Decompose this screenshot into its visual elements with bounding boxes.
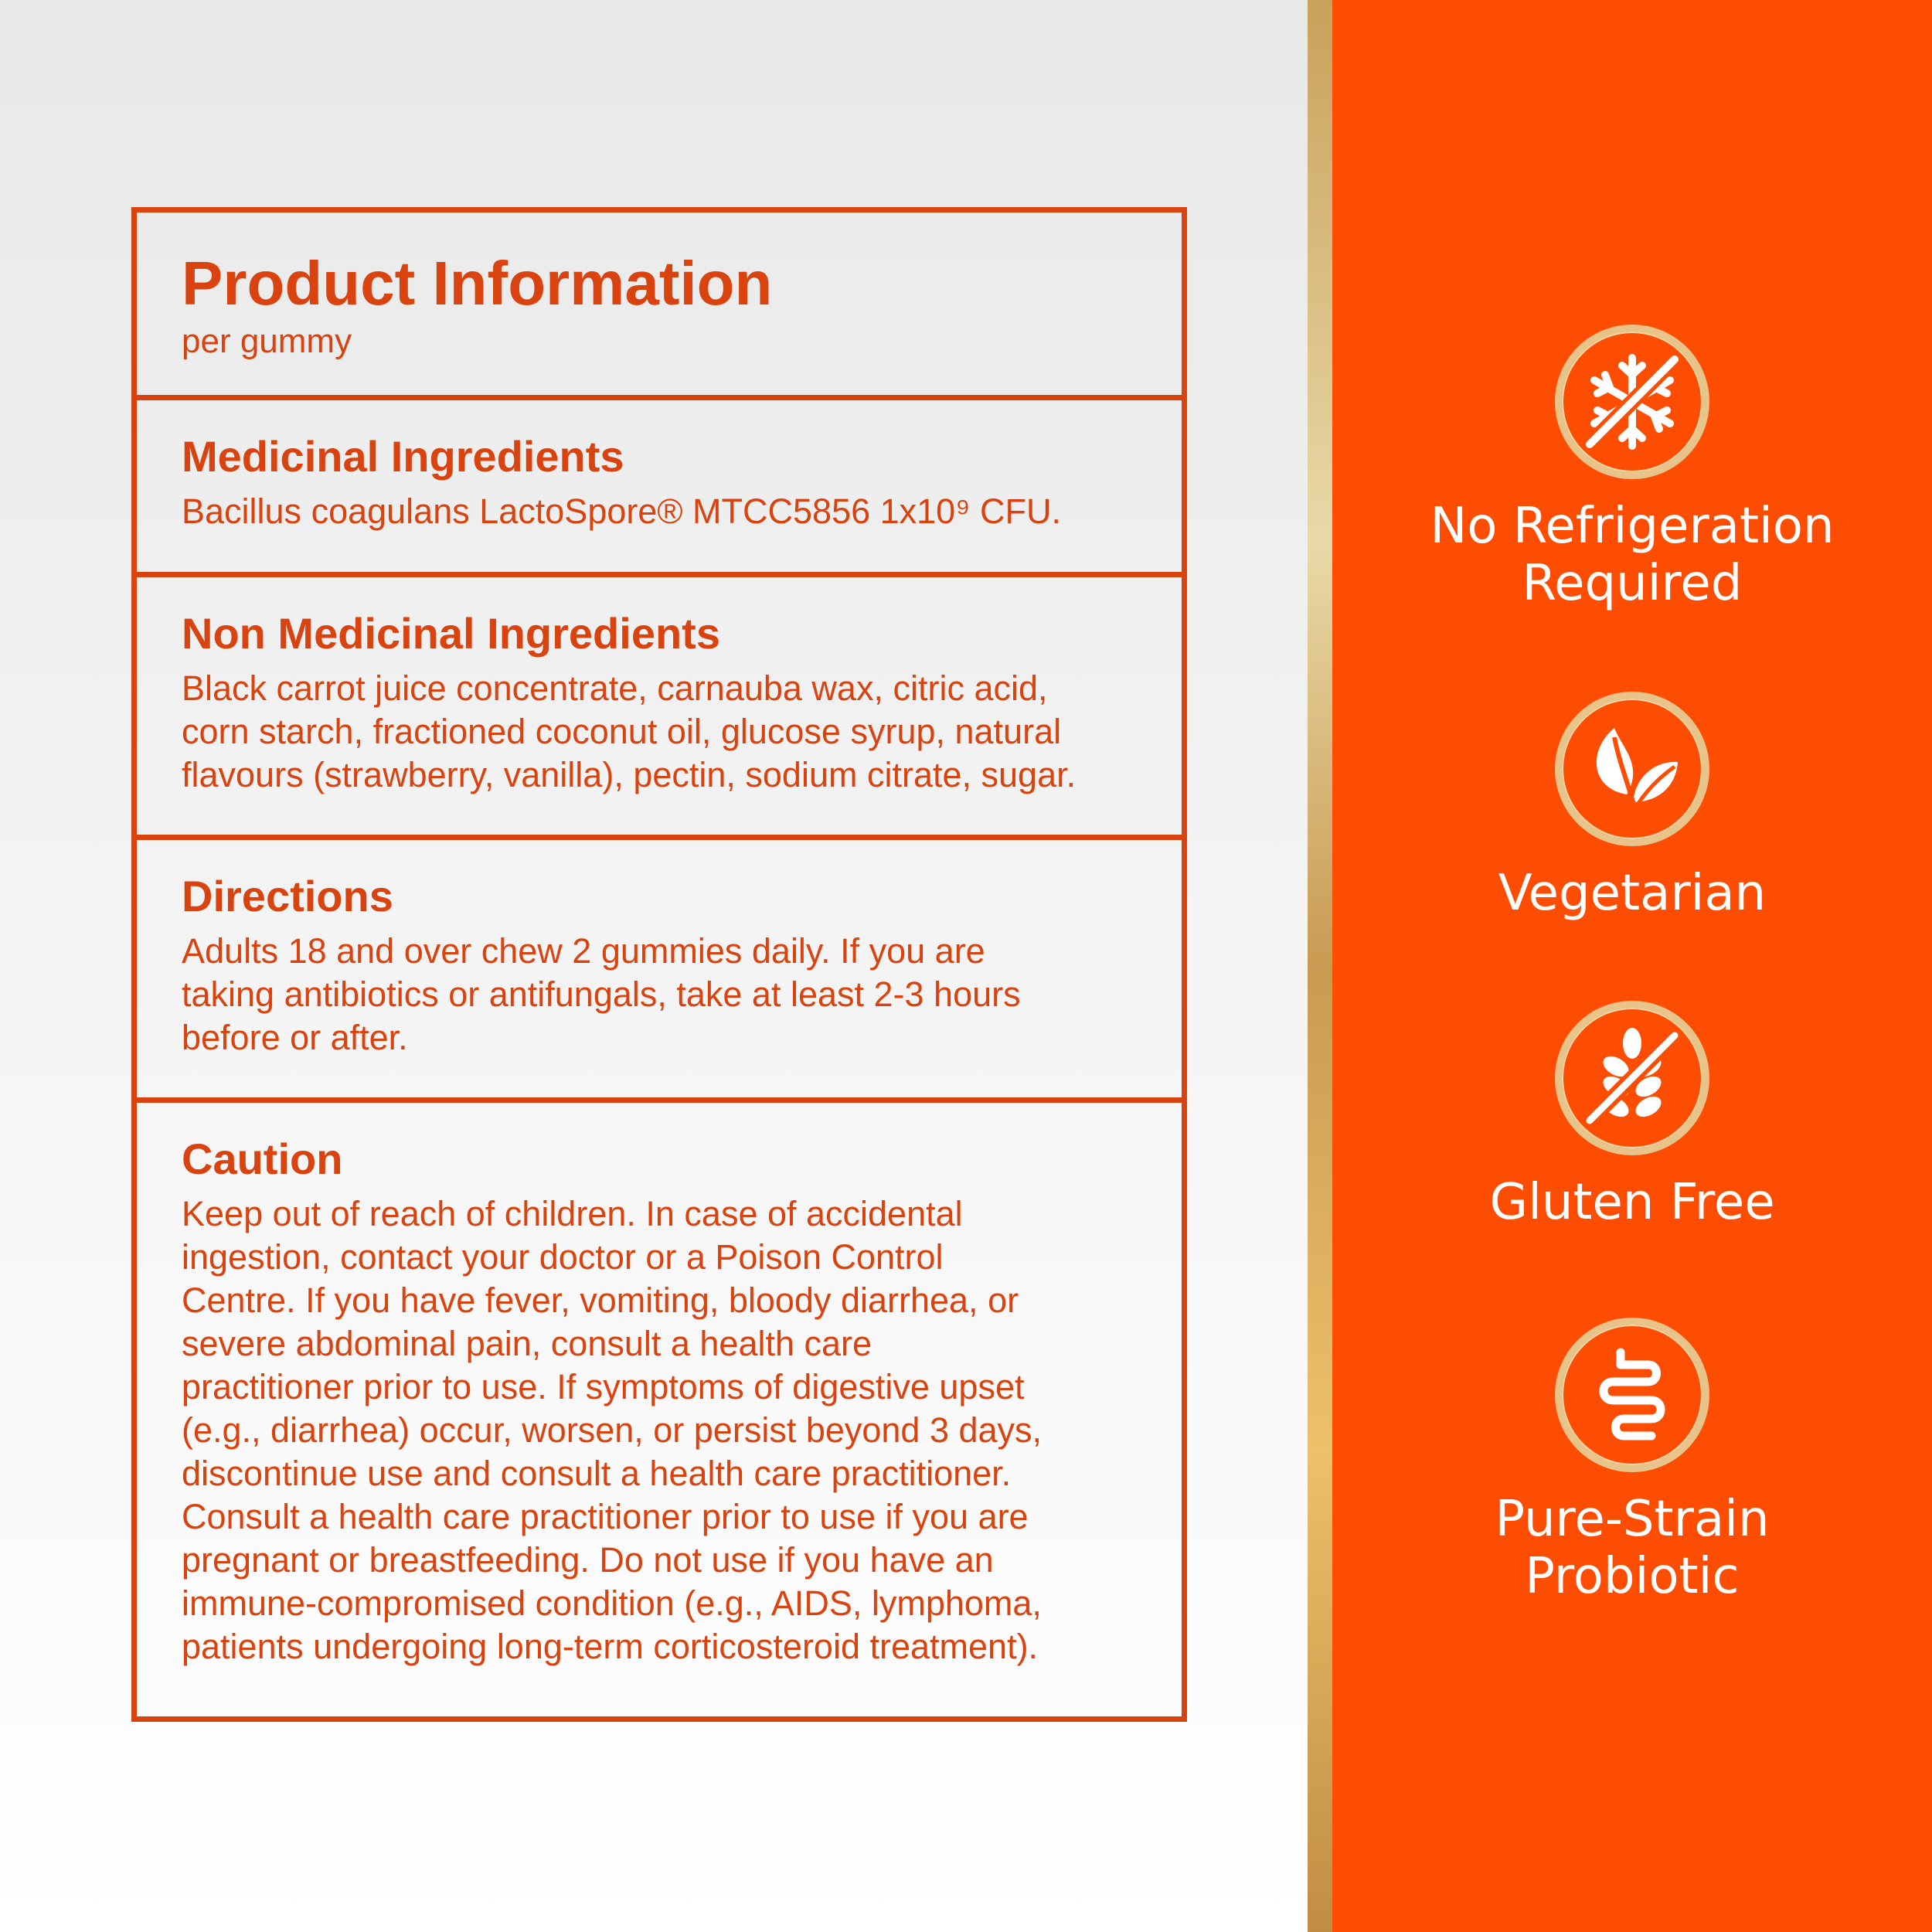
badge-gluten-free [1332, 1001, 1932, 1231]
features-panel [1332, 0, 1932, 1932]
product-info-header [137, 213, 1182, 400]
section-body: Keep out of reach of children. In case of accidental ingestion, contact your doctor or a Poison Control Centre. If you have fever, vomiting, bloody diarrhea, or severe abdominal pain, consult a health care practitioner prior to use. If symptoms of digestive upset (e.g., diarrhea) occur, worsen, or persist beyond 3 days, discontinue use and consult a health care practitioner. Consult a health care practitioner prior to use if you are pregnant or breastfeeding. Do not use if you have an immune-compromised condition (e.g., AIDS, lymphoma, patients undergoing long-term corticosteroid treatment). [182, 1193, 1043, 1666]
section-title: Non Medicinal Ingredients [182, 609, 720, 658]
section-body: Black carrot juice concentrate, carnauba wax, citric acid, corn starch, fractioned coconut oil, glucose syrup, natural flavours (strawberry, vanilla), pectin, sodium citrate, sugar. [182, 668, 1077, 794]
leaves-icon [1555, 692, 1709, 846]
gold-divider [1308, 0, 1332, 1932]
badge-label: Vegetarian [1498, 865, 1767, 922]
badge-label: Gluten Free [1489, 1174, 1775, 1231]
no-snowflake-icon [1555, 325, 1709, 479]
product-info-box [131, 207, 1187, 1722]
badge-pure-strain [1332, 1318, 1932, 1605]
badge-no-refrigeration [1332, 325, 1932, 612]
no-wheat-icon [1555, 1001, 1709, 1155]
section-caution [137, 1103, 1182, 1716]
badge-label: Pure-Strain Probiotic [1495, 1491, 1770, 1605]
product-info-subtitle: per gummy [182, 322, 352, 360]
section-title: Caution [182, 1134, 343, 1183]
section-medicinal-ingredients [137, 400, 1182, 577]
product-info-title: Product Information [182, 249, 773, 318]
section-directions [137, 840, 1182, 1103]
intestine-icon [1555, 1318, 1709, 1472]
section-title: Medicinal Ingredients [182, 432, 624, 481]
section-non-medicinal-ingredients [137, 577, 1182, 840]
badge-label: No Refrigeration Required [1430, 498, 1835, 612]
section-body: Adults 18 and over chew 2 gummies daily. If you are taking antibiotics or antifungals, take at least 2-3 hours before or after. [182, 930, 1021, 1057]
badge-vegetarian [1332, 692, 1932, 922]
section-title: Directions [182, 872, 393, 920]
section-body: Bacillus coagulans LactoSpore® MTCC5856 1x10⁹ CFU. [182, 491, 1061, 531]
